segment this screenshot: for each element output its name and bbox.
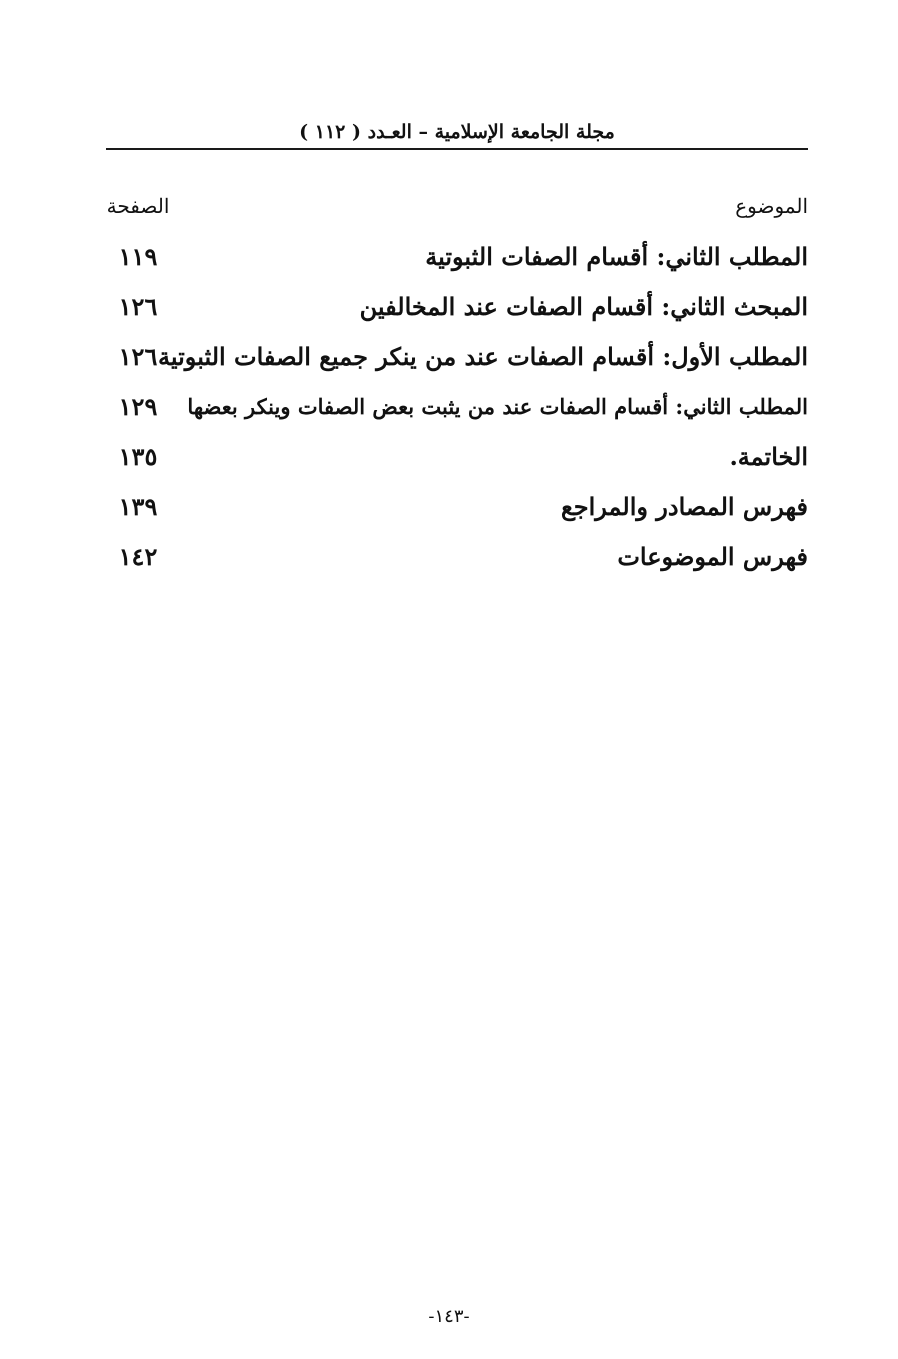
toc-entry-page: ١١٩ bbox=[118, 242, 158, 271]
toc-entry bbox=[106, 232, 808, 282]
running-header: مجلة الجامعة الإسلامية – العـدد ( ١١٢ ) bbox=[299, 121, 615, 143]
toc-entry-page: ١٢٦ bbox=[118, 342, 158, 371]
toc-entry bbox=[106, 432, 808, 482]
toc-entry bbox=[106, 382, 808, 432]
toc-entry-page: ١٢٦ bbox=[118, 292, 158, 321]
toc-entry-title: فهرس المصادر والمراجع bbox=[560, 492, 808, 521]
toc-entry-page: ١٢٩ bbox=[118, 392, 158, 421]
topic-column-heading: الموضوع bbox=[735, 194, 808, 218]
toc-entry-title: الخاتمة. bbox=[729, 442, 808, 471]
toc-entry-page: ١٣٥ bbox=[118, 442, 158, 471]
header-rule bbox=[106, 148, 808, 150]
toc-entry bbox=[106, 482, 808, 532]
toc-entry-page: ١٣٩ bbox=[118, 492, 158, 521]
page-number: -١٤٣- bbox=[428, 1306, 470, 1327]
toc-entry-title: فهرس الموضوعات bbox=[617, 542, 808, 571]
table-of-contents bbox=[106, 186, 808, 582]
toc-entry bbox=[106, 332, 808, 382]
toc-entry-title: المطلب الأول: أقسام الصفات عند من ينكر جميع الصفات الثبوتية bbox=[158, 342, 808, 371]
toc-entry-title: المطلب الثاني: أقسام الصفات عند من يثبت بعض الصفات وينكر بعضها bbox=[187, 394, 808, 419]
toc-entry bbox=[106, 282, 808, 332]
toc-entry-page: ١٤٢ bbox=[118, 542, 158, 571]
toc-entry bbox=[106, 532, 808, 582]
toc-column-headings bbox=[106, 186, 808, 232]
page-column-heading: الصفحة bbox=[106, 194, 170, 218]
toc-entry-title: المبحث الثاني: أقسام الصفات عند المخالفين bbox=[359, 292, 808, 321]
toc-entry-title: المطلب الثاني: أقسام الصفات الثبوتية bbox=[425, 242, 808, 271]
